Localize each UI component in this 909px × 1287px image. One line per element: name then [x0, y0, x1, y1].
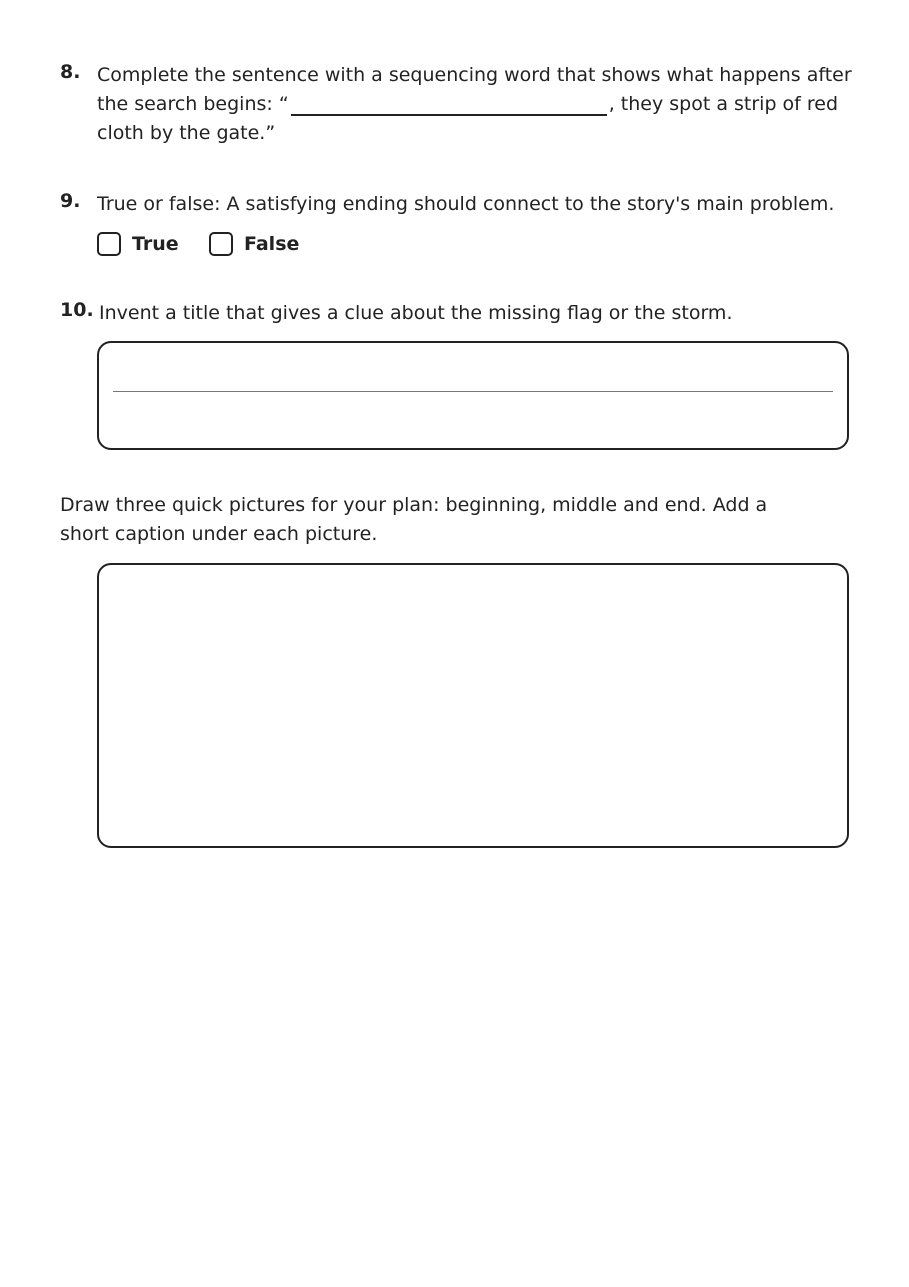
title-answer-box[interactable] [97, 341, 849, 450]
question-text [97, 61, 857, 148]
question-text-after: , they spot a strip of red cloth by the gate.” [97, 93, 839, 144]
checkbox-false[interactable] [209, 232, 233, 256]
option-true[interactable] [97, 230, 179, 258]
question-number: 10. [60, 299, 94, 321]
writing-line [113, 391, 833, 392]
option-false[interactable] [209, 230, 299, 258]
question-text-before: Complete the sentence with a sequencing word that shows what happens after the search begins: “ [97, 64, 852, 115]
question-number: 9. [60, 190, 81, 212]
question-text: True or false: A satisfying ending should connect to the story's main problem. [97, 193, 835, 215]
checkbox-true[interactable] [97, 232, 121, 256]
option-label: False [244, 233, 300, 255]
fill-in-blank[interactable] [291, 94, 607, 116]
option-label: True [132, 233, 179, 255]
question-number: 8. [60, 61, 81, 83]
drawing-box[interactable] [97, 563, 849, 848]
question-text: Invent a title that gives a clue about the missing flag or the storm. [99, 302, 733, 324]
drawing-instruction: Draw three quick pictures for your plan: beginning, middle and end. Add a short caption under each picture. [60, 494, 768, 545]
